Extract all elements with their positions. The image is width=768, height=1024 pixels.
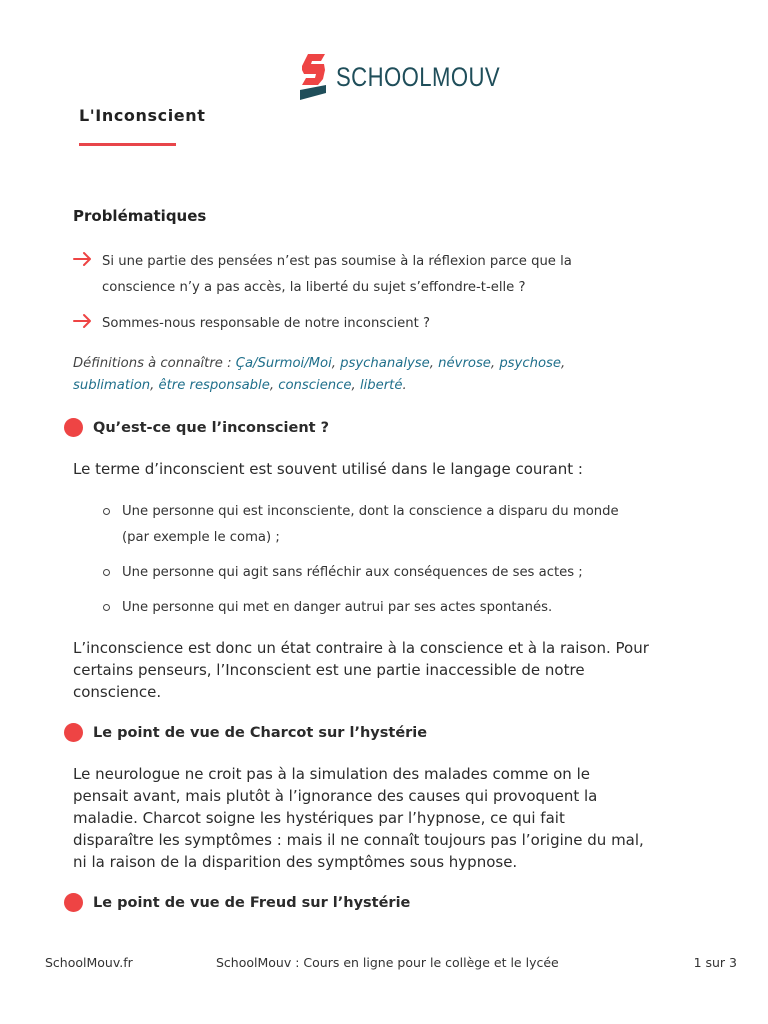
definitions-intro: Définitions à connaître : [73, 356, 236, 371]
definition-link[interactable]: psychanalyse [340, 356, 430, 371]
schoolmouv-logo[interactable] [298, 52, 536, 102]
definition-link[interactable]: psychose [499, 356, 562, 371]
definition-link[interactable]: conscience [278, 378, 352, 393]
document-title: L'Inconscient [79, 106, 206, 125]
arrow-right-icon [73, 251, 93, 267]
problematiques-label: Problématiques [73, 207, 207, 225]
problematique-text-line: Sommes-nous responsable de notre inconscient ? [102, 316, 430, 331]
footer-tagline: SchoolMouv : Cours en ligne pour le collège et le lycée [216, 955, 559, 970]
footer-page-number: 1 sur 3 [693, 955, 737, 970]
title-underline [79, 143, 176, 146]
paragraph-line: conscience. [73, 683, 162, 701]
section-body [73, 763, 713, 873]
section-heading [64, 418, 329, 437]
paragraph-line: maladie. Charcot soigne les hystériques par l’hypnose, ce qui fait [73, 809, 565, 827]
problematique-text-line: Si une partie des pensées n’est pas soumise à la réflexion parce que la [102, 254, 572, 269]
definition-link[interactable]: liberté [359, 378, 403, 393]
section-heading-text: Qu’est-ce que l’inconscient ? [93, 419, 330, 436]
list-item-text-line: Une personne qui est inconsciente, dont la conscience a disparu du monde [122, 504, 619, 519]
paragraph-line: disparaître les symptômes : mais il ne connaît toujours pas l’origine du mal, [73, 831, 644, 849]
definitions-block: Définitions à connaître : Ça/Surmoi/Moi, psychanalyse, névrose, psychose, sublimation, être responsable, conscience, liberté. [73, 356, 566, 393]
list-item-text-line: Une personne qui met en danger autrui par ses actes spontanés. [122, 600, 553, 615]
red-dot-icon [64, 723, 83, 742]
paragraph-line: certains penseurs, l’Inconscient est une partie inaccessible de notre [73, 661, 585, 679]
list-item [103, 560, 693, 586]
footer-site-link[interactable]: SchoolMouv.fr [45, 955, 133, 970]
definition-link[interactable]: névrose [438, 356, 491, 371]
problematique-text-line: conscience n’y a pas accès, la liberté du sujet s’effondre-t-elle ? [102, 280, 526, 295]
red-dot-icon [64, 893, 83, 912]
arrow-right-icon [73, 313, 93, 329]
red-dot-icon [64, 418, 83, 437]
problematique-item [73, 249, 673, 301]
definition-link[interactable]: être responsable [158, 378, 270, 393]
definition-link[interactable]: sublimation [73, 378, 151, 393]
circle-bullet-icon [103, 569, 110, 576]
paragraph-line: L’inconscience est donc un état contraire à la conscience et à la raison. Pour [73, 639, 649, 657]
circle-bullet-icon [103, 604, 110, 611]
list-item-text-line: Une personne qui agit sans réfléchir aux conséquences de ses actes ; [122, 565, 583, 580]
section-conclusion [73, 637, 713, 703]
list-item [103, 595, 693, 621]
circle-bullet-icon [103, 508, 110, 515]
definition-link[interactable]: Ça/Surmoi/Moi [235, 356, 332, 371]
paragraph-line: Le neurologue ne croit pas à la simulation des malades comme on le [73, 765, 590, 783]
schoolmouv-s-icon [298, 52, 328, 102]
list-item [103, 499, 693, 551]
paragraph-line: pensait avant, mais plutôt à l’ignorance des causes qui provoquent la [73, 787, 598, 805]
logo-wordmark: SCHOOLMOUV [336, 61, 501, 92]
section-heading-text: Le point de vue de Charcot sur l’hystérie [93, 724, 428, 741]
list-item-text-line: (par exemple le coma) ; [122, 530, 280, 545]
section-intro: Le terme d’inconscient est souvent utilisé dans le langage courant : [73, 460, 583, 478]
paragraph-line: ni la raison de la disparition des symptômes sous hypnose. [73, 853, 518, 871]
section-heading [64, 893, 410, 912]
problematique-item [73, 311, 673, 337]
section-heading-text: Le point de vue de Freud sur l’hystérie [93, 894, 411, 911]
section-heading [64, 723, 427, 742]
